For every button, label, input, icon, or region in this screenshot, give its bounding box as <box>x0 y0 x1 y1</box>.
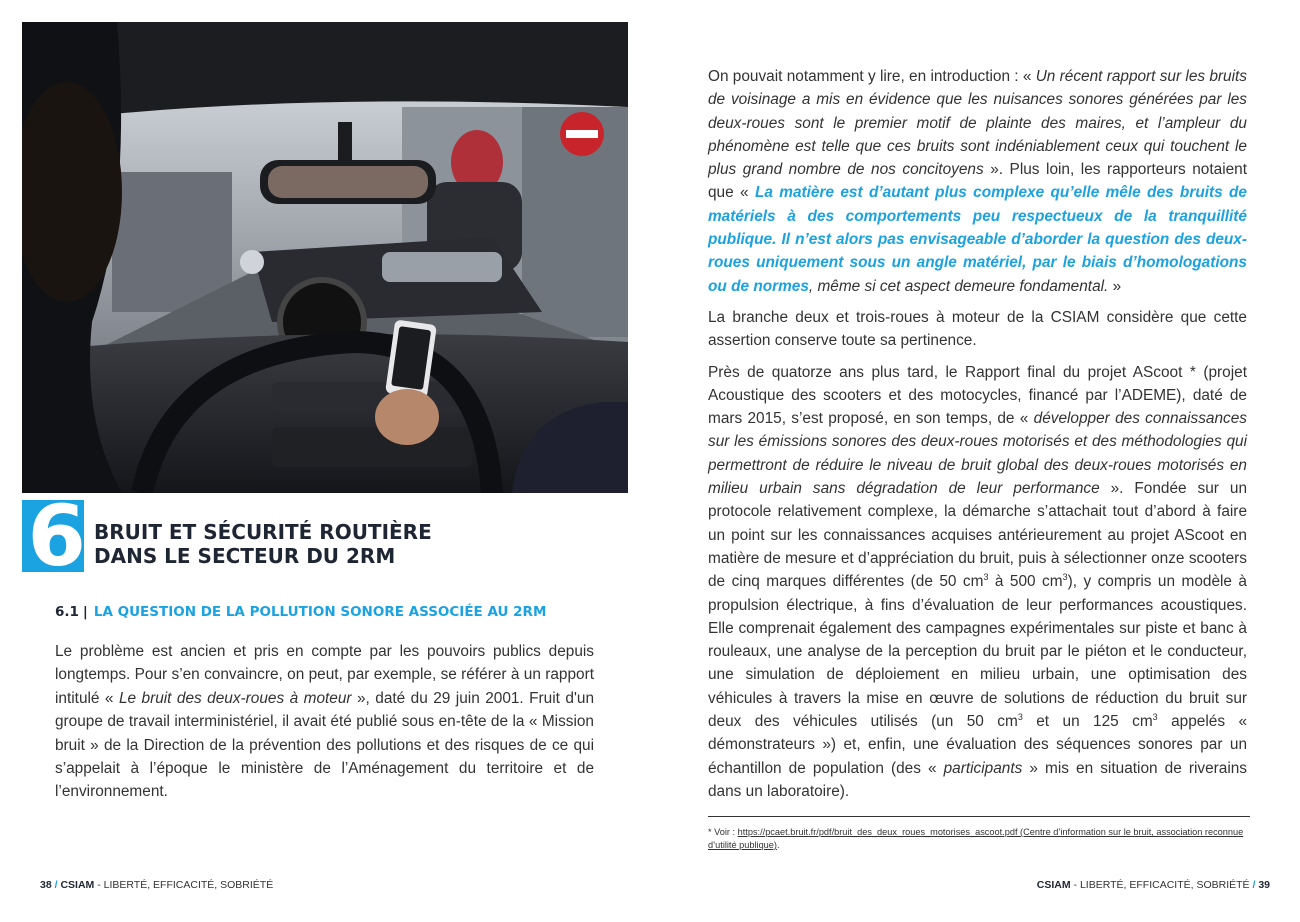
footer-left <box>40 879 273 891</box>
page-number-right: 39 <box>1258 879 1270 891</box>
text-run: Près de quatorze ans plus tard, le Rapport final du projet AScoot * (projet Acoustique des scooters et des motocycles, financé par l’ADEME), daté de mars 2015, s’est proposé, en son temps, de « <box>708 363 1247 428</box>
right-paragraph-1 <box>708 65 1247 298</box>
text-run: » mis en situation de riverains dans un laboratoire). <box>708 759 1247 800</box>
chapter-title <box>94 520 432 568</box>
right-paragraph-2: La branche deux et trois-roues à moteur de la CSIAM considère que cette assertion conserve toute sa pertinence. <box>708 308 1247 350</box>
text-run: Le problème est ancien et pris en compte par les pouvoirs publics depuis longtemps. Pour s’en convaincre, on peut, par exemple, se référer à un rapport intitulé « <box>55 643 594 707</box>
text-run: », daté du 29 juin 2001. Fruit d'un groupe de travail interministériel, il avait été publié sous en-tête de la « Mission bruit » de la Direction de la prévention des pollutions et des risques de ce qui s’appelait à l’époque le ministère de l’Aménagement du territoire et de l’environnement. <box>55 689 595 801</box>
text-run: » <box>1108 277 1122 295</box>
footnote-link[interactable]: https://pcaet.bruit.fr/pdf/bruit_des_deux_roues_motorises_ascoot.pdf (Centre d’information sur le bruit, association reconnue d’utilité publique) <box>708 827 1244 850</box>
right-column <box>708 65 1247 811</box>
report-title-italic: Le bruit des deux-roues à moteur <box>118 689 352 707</box>
highlighted-quote: La matière est d’autant plus complexe qu’elle mêle des bruits de matériels à des comportements peu respectueux de la tranquillité publique. Il n’est alors pas envisageable d’aborder la question des deux-roues uniquement sous un angle matériel, par le biais d’homologations ou de normes <box>708 184 1247 295</box>
footnote-suffix: . <box>776 840 780 850</box>
footer-separator: / <box>1252 879 1259 891</box>
quote-italic: participants <box>943 759 1023 777</box>
footnote-prefix: * Voir : <box>708 827 738 837</box>
chapter-heading <box>22 500 622 572</box>
chapter-photo <box>22 22 628 493</box>
right-paragraph-3 <box>708 361 1247 804</box>
footer-separator: / <box>51 879 61 891</box>
section-separator: | <box>82 604 88 620</box>
left-paragraph <box>55 640 594 804</box>
footnote <box>708 826 1253 852</box>
text-run: ». Plus loin, les rapporteurs notaient que « <box>708 161 1248 202</box>
footer-right <box>1037 879 1270 891</box>
chapter-title-line1: BRUIT ET SÉCURITÉ ROUTIÈRE <box>94 520 432 544</box>
page-number-left: 38 <box>40 879 52 891</box>
text-run: ), y compris un modèle à propulsion électrique, à fins d’évaluation de leur performances acoustiques. Elle comprenait également des campagnes expérimentales sur piste et banc à rouleaux, une analyse de la perception du bruit par le piéton et le conducteur, une simulation de déploiement en milieu urbain, une optimisation des véhicules à travers la mise en œuvre de solutions de réduction du bruit sur deux des véhicules utilisés (un 50 cm <box>708 573 1247 731</box>
section-number: 6.1 <box>55 604 79 620</box>
footer-tagline: - LIBERTÉ, EFFICACITÉ, SOBRIÉTÉ <box>1070 879 1253 891</box>
superscript: 3 <box>1062 572 1068 583</box>
quote-italic: développer des connaissances sur les émissions sonores des deux-roues motorisés et des méthodologies qui permettront de réduire le niveau de bruit global des deux-roues motorisés en milieu urbain sans dégradation de leur performance <box>708 410 1247 498</box>
superscript: 3 <box>1152 711 1158 722</box>
superscript: 3 <box>1017 711 1023 722</box>
text-run: à 500 cm <box>988 573 1063 591</box>
section-title: LA QUESTION DE LA POLLUTION SONORE ASSOCIÉE AU 2RM <box>93 604 547 620</box>
section-heading <box>55 604 546 620</box>
quote-italic: , même si cet aspect demeure fondamental. <box>808 277 1109 295</box>
footer-brand: CSIAM <box>1036 879 1071 891</box>
footer-tagline: - LIBERTÉ, EFFICACITÉ, SOBRIÉTÉ <box>94 879 274 891</box>
chapter-number: 6 <box>22 500 84 572</box>
photo-scene <box>22 22 628 493</box>
footer-brand: CSIAM <box>60 879 95 891</box>
text-run: On pouvait notamment y lire, en introduction : « <box>708 68 1036 85</box>
quote-italic: Un récent rapport sur les bruits de voisinage a mis en évidence que les nuisances sonores générées par les deux-roues sont le premier motif de plainte des maires, et l’ampleur du phénomène est telle que ces bruits sont indéniablement ceux qui touchent le plus grand nombre de nos concitoyens <box>708 68 1247 179</box>
text-run: et un 125 cm <box>1022 713 1153 731</box>
text-run: appelés « démonstrateurs ») et, enfin, une évaluation des séquences sonores par un échantillon de population (des « <box>708 713 1248 777</box>
superscript: 3 <box>983 572 989 583</box>
chapter-title-line2: DANS LE SECTEUR DU 2RM <box>94 544 396 568</box>
footnote-divider <box>708 816 1250 817</box>
left-column <box>55 640 594 812</box>
text-run: ». Fondée sur un protocole relativement complexe, la démarche s’attachait tout d’abord à faire un point sur les connaissances acquises antérieurement au projet AScoot en matière de mesure et d’appréciation du bruit, puis à sélectionner onze scooters de cinq marques différentes (de 50 cm <box>708 480 1248 591</box>
